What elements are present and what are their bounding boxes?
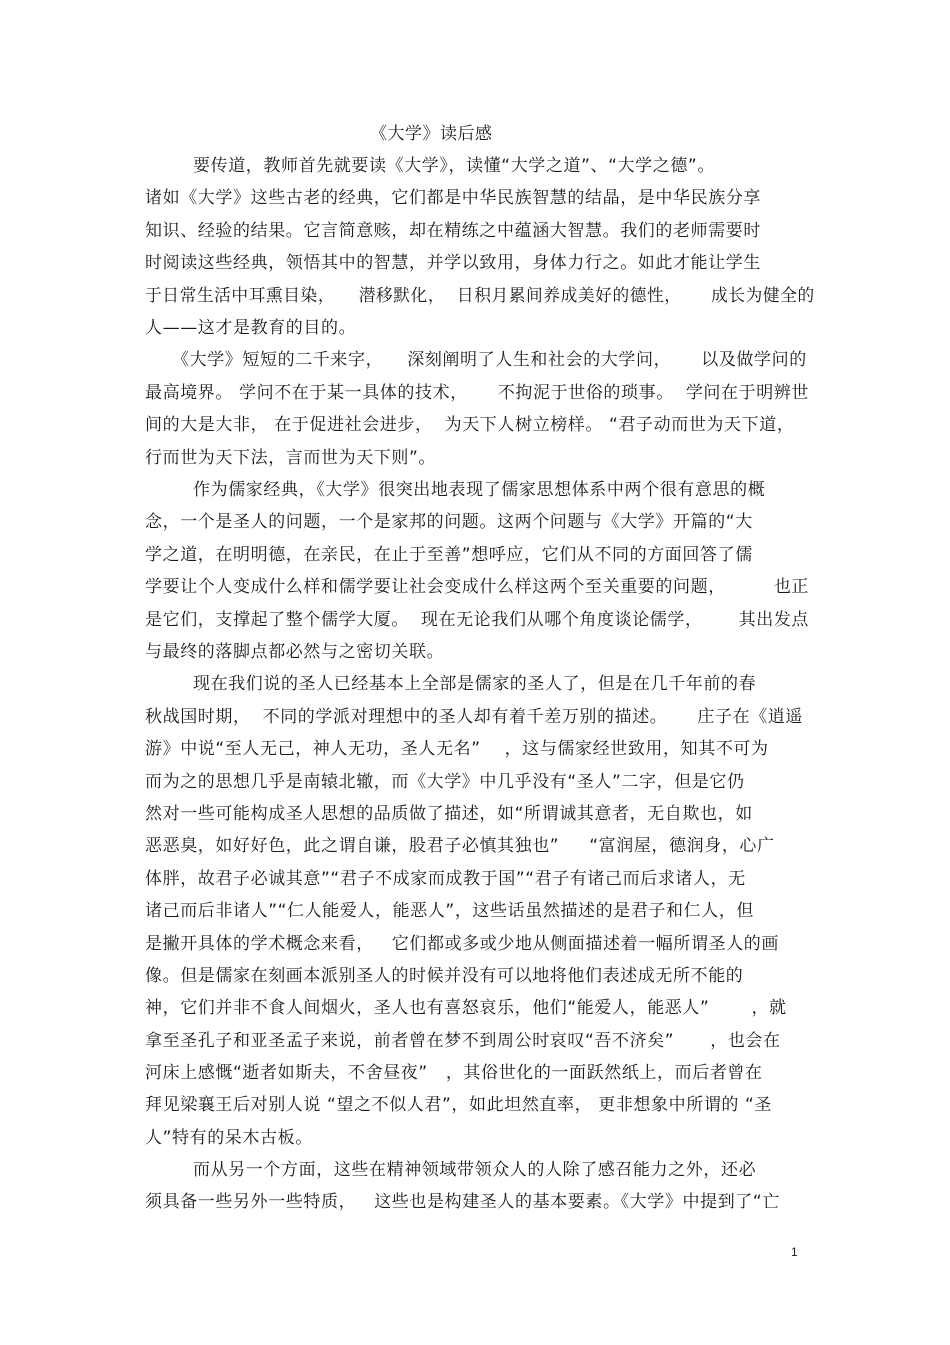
document-title: 《大学》读后感	[370, 124, 493, 144]
page-number: 1	[791, 1245, 798, 1259]
text-line: 是它们，支撑起了整个儒学大厦。 现在无论我们从哪个角度谈论儒学， 其出发点	[145, 610, 810, 630]
text-line: 知识、经验的结果。它言简意赅，却在精练之中蕴涵大智慧。我们的老师需要时	[145, 221, 761, 241]
text-line: 诸己而后非诸人”“仁人能爱人，能恶人”，这些话虽然描述的是君子和仁人，但	[145, 901, 755, 921]
text-line: 人”特有的呆木古板。	[145, 1128, 313, 1148]
text-line: 现在我们说的圣人已经基本上全部是儒家的圣人了，但是在几千年前的春	[193, 674, 757, 694]
text-line: 学之道，在明明德，在亲民，在止于至善”想呼应，它们从不同的方面回答了儒	[145, 545, 753, 565]
text-line: 拿至圣孔子和亚圣孟子来说，前者曾在梦不到周公时哀叹“吾不济矣” ，也会在	[145, 1031, 781, 1051]
text-line: 最高境界。 学问不在于某一具体的技术， 不拘泥于世俗的琐事。 学问在于明辨世	[145, 383, 810, 403]
text-line: 时阅读这些经典，领悟其中的智慧，并学以致用，身体力行之。如此才能让学生	[145, 253, 761, 273]
text-line: 而为之的思想几乎是南辕北辙，而《大学》中几乎没有“圣人”二字，但是它仍	[145, 772, 745, 792]
text-line: 人——这才是教育的目的。	[145, 318, 357, 338]
text-line: 须具备一些另外一些特质， 这些也是构建圣人的基本要素。《大学》中提到了“亡	[145, 1192, 780, 1212]
text-line: 于日常生活中耳熏目染， 潜移默化， 日积月累间养成美好的德性， 成长为健全的	[145, 286, 815, 306]
text-line: 间的大是大非， 在于促进社会进步， 为天下人树立榜样。 “君子动而世为天下道，	[145, 415, 795, 435]
text-line: 拜见梁襄王后对别人说 “望之不似人君”，如此坦然直率， 更非想象中所谓的 “圣	[145, 1095, 773, 1115]
text-line: 神，它们并非不食人间烟火，圣人也有喜怒哀乐，他们“能爱人，能恶人” ，就	[145, 998, 787, 1018]
text-line: 与最终的落脚点都必然与之密切关联。	[145, 642, 445, 662]
text-line: 游》中说“至人无己，神人无功，圣人无名” ，这与儒家经世致用，知其不可为	[145, 739, 769, 759]
text-line: 要传道，教师首先就要读《大学》，读懂“大学之道”、“大学之德”。	[193, 156, 715, 176]
text-line: 《大学》短短的二千来字， 深刻阐明了人生和社会的大学问， 以及做学问的	[172, 350, 807, 370]
text-line: 行而世为天下法，言而世为天下则”。	[145, 448, 437, 468]
text-line: 而从另一个方面，这些在精神领域带领众人的人除了感召能力之外，还必	[193, 1160, 757, 1180]
text-line: 是撇开具体的学术概念来看， 它们都或多或少地从侧面描述着一幅所谓圣人的画	[145, 934, 780, 954]
text-line: 念，一个是圣人的问题，一个是家邦的问题。这两个问题与《大学》开篇的“大	[145, 512, 753, 532]
text-line: 河床上感慨“逝者如斯夫，不舍昼夜” ，其俗世化的一面跃然纸上，而后者曾在	[145, 1063, 763, 1083]
text-line: 诸如《大学》这些古老的经典，它们都是中华民族智慧的结晶，是中华民族分享	[145, 188, 761, 208]
text-line: 秋战国时期， 不同的学派对理想中的圣人却有着千差万别的描述。 庄子在《逍遥	[145, 707, 804, 727]
text-line: 学要让个人变成什么样和儒学要让社会变成什么样这两个至关重要的问题， 也正	[145, 577, 810, 597]
text-line: 然对一些可能构成圣人思想的品质做了描述，如“所谓诚其意者，无自欺也，如	[145, 804, 753, 824]
text-line: 像。但是儒家在刻画本派别圣人的时候并没有可以地将他们表述成无所不能的	[145, 966, 744, 986]
text-line: 作为儒家经典，《大学》很突出地表现了儒家思想体系中两个很有意思的概	[193, 480, 766, 500]
text-line: 恶恶臭，如好好色，此之谓自谦，股君子必慎其独也” “富润屋，德润身，心广	[145, 836, 775, 856]
text-line: 体胖，故君子必诚其意”“君子不成家而成教于国”“君子有诸己而后求诸人，无	[145, 869, 746, 889]
